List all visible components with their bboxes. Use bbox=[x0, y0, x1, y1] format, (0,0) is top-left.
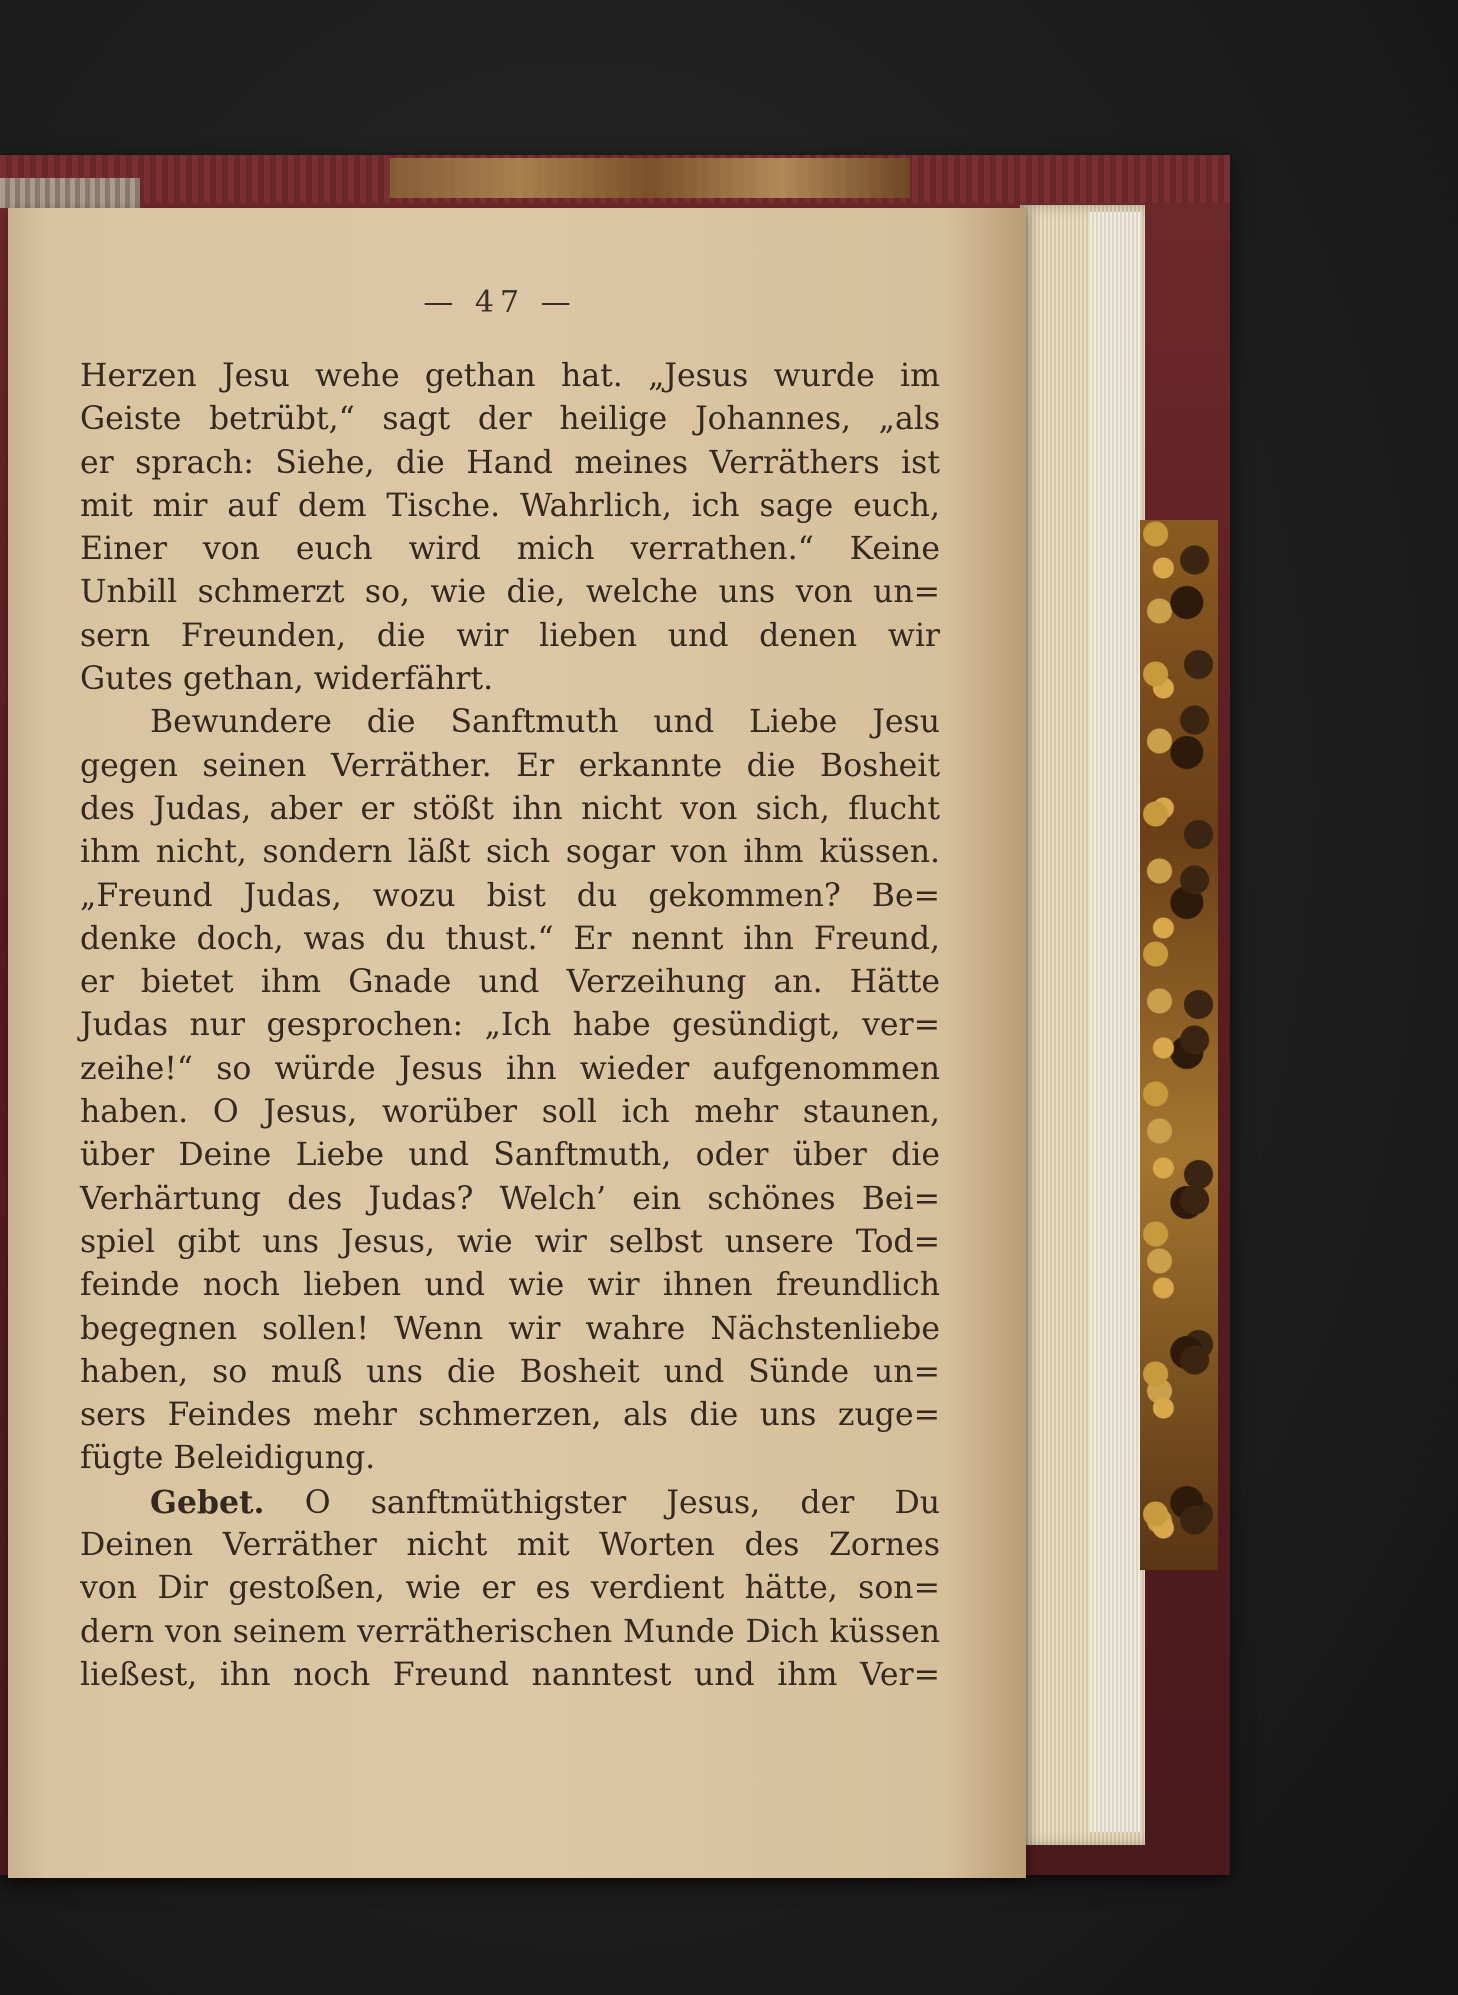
text-line: fügte Beleidigung. bbox=[80, 1440, 376, 1477]
text-line: Herzen Jesu wehe gethan hat. „Jesus wurde im bbox=[80, 358, 940, 394]
text-line: gegen seinen Verräther. Er erkannte die Bosheit bbox=[80, 747, 940, 784]
text-line: Unbill schmerzt so, wie die, welche uns von un= bbox=[80, 574, 940, 611]
text-line: des Judas, aber er stößt ihn nicht von sich, flucht bbox=[80, 790, 940, 827]
text-line: dern von seinem verrätherischen Munde Dich küssen bbox=[80, 1613, 940, 1650]
prayer-text: O sanftmüthigster Jesus, der Du bbox=[304, 1484, 940, 1521]
text-line: „Freund Judas, wozu bist du gekommen? Be= bbox=[80, 877, 940, 914]
text-line: haben, so muß uns die Bosheit und Sünde un= bbox=[80, 1353, 940, 1390]
text-line: haben. O Jesus, worüber soll ich mehr staunen, bbox=[80, 1094, 940, 1131]
text-line: ließest, ihn noch Freund nanntest und ihm Ver= bbox=[80, 1656, 940, 1693]
text-line: zeihe!“ so würde Jesus ihn wieder aufgenommen bbox=[80, 1050, 940, 1087]
prayer-label: Gebet. bbox=[150, 1483, 265, 1521]
text-line: ihm nicht, sondern läßt sich sogar von ihm küssen. bbox=[80, 834, 940, 871]
page-stack-edge bbox=[1090, 212, 1142, 1832]
text-line: Bewundere die Sanftmuth und Liebe Jesu bbox=[150, 704, 940, 741]
text-line: begegnen sollen! Wenn wir wahre Nächstenliebe bbox=[80, 1310, 940, 1347]
text-line: von Dir gestoßen, wie er es verdient hätte, son= bbox=[80, 1570, 940, 1607]
text-line: er sprach: Siehe, die Hand meines Verräthers ist bbox=[80, 444, 940, 481]
text-line: mit mir auf dem Tische. Wahrlich, ich sage euch, bbox=[80, 487, 940, 524]
text-line: Gutes gethan, widerfährt. bbox=[80, 661, 494, 698]
page-text bbox=[80, 355, 940, 1697]
text-line: spiel gibt uns Jesus, wie wir selbst unsere Tod= bbox=[80, 1223, 940, 1260]
text-line: er bietet ihm Gnade und Verzeihung an. Hätte bbox=[80, 964, 940, 1001]
text-line: sern Freunden, die wir lieben und denen wir bbox=[80, 617, 940, 654]
text-line: Verhärtung des Judas? Welch’ ein schönes Bei= bbox=[80, 1180, 940, 1217]
page-number: — 47 — bbox=[423, 285, 577, 320]
text-line: sers Feindes mehr schmerzen, als die uns zuge= bbox=[80, 1397, 940, 1434]
marbled-page-edge bbox=[1140, 520, 1218, 1570]
text-line: denke doch, was du thust.“ Er nennt ihn Freund, bbox=[80, 920, 940, 957]
spine-edge bbox=[0, 178, 140, 208]
cover-marble-strip bbox=[390, 158, 910, 198]
text-line: Geiste betrübt,“ sagt der heilige Johannes, „als bbox=[80, 401, 940, 438]
text-line: Judas nur gesprochen: „Ich habe gesündigt, ver= bbox=[80, 1007, 940, 1044]
text-line: über Deine Liebe und Sanftmuth, oder über die bbox=[80, 1137, 940, 1174]
text-line: Deinen Verräther nicht mit Worten des Zornes bbox=[80, 1527, 940, 1564]
text-line: Einer von euch wird mich verrathen.“ Keine bbox=[80, 531, 940, 568]
text-line: feinde noch lieben und wie wir ihnen freundlich bbox=[80, 1267, 940, 1304]
prayer-line bbox=[80, 1481, 940, 1524]
